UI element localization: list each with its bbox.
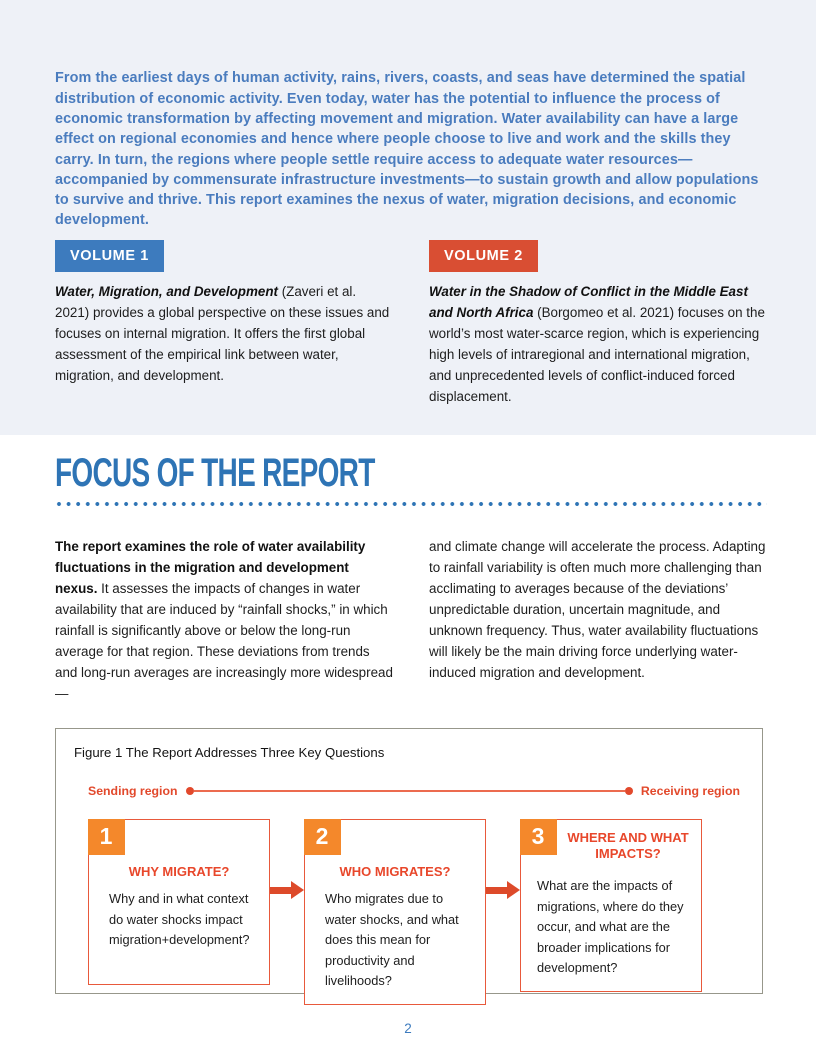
volume-1-title: Water, Migration, and Development bbox=[55, 284, 278, 299]
question-1-number: 1 bbox=[88, 819, 125, 855]
volume-1-badge: VOLUME 1 bbox=[55, 240, 164, 272]
volume-2-badge: VOLUME 2 bbox=[429, 240, 538, 272]
question-1-title: WHY MIGRATE? bbox=[128, 864, 230, 879]
question-3-number: 3 bbox=[520, 819, 557, 855]
focus-left-rest: It assesses the impacts of changes in water availability that are induced by “rainfall shocks,” in which rainfall is significantly above or below the long-run average for that region. These deviations from trends and long-run averages are increasingly more widespread— bbox=[55, 581, 393, 701]
question-2-text: Who migrates due to water shocks, and what does this mean for productivity and livelihoods? bbox=[325, 891, 459, 988]
region-axis bbox=[88, 784, 740, 798]
line-end-dot bbox=[625, 787, 633, 795]
sending-region-label: Sending region bbox=[88, 784, 178, 798]
arrow-right-icon bbox=[486, 881, 520, 899]
page-number: 2 bbox=[404, 1021, 412, 1036]
question-3-text: What are the impacts of migrations, where do they occur, and what are the broader implications for development? bbox=[537, 878, 684, 975]
focus-left-column bbox=[55, 537, 393, 704]
volume-2-description: (Borgomeo et al. 2021) focuses on the world’s most water-scarce region, which is experiencing high levels of intraregional and international migration, and unprecedented levels of conflict-induced forced displacement. bbox=[429, 305, 765, 404]
dotted-divider bbox=[55, 500, 767, 508]
volume-1-text bbox=[55, 281, 393, 386]
figure-1 bbox=[55, 728, 763, 994]
arrow-right-icon bbox=[270, 881, 304, 899]
question-1-text: Why and in what context do water shocks impact migration+development? bbox=[109, 891, 250, 947]
focus-right-column: and climate change will accelerate the process. Adapting to rainfall variability is often much more challenging than acclimating to averages because of the deviations’ unpredictable duration, uncertain magnitude, and unknown frequency. Thus, water availability fluctuations will likely be the main driving force underlying water-induced migration and development. bbox=[429, 539, 766, 680]
volumes-section bbox=[55, 240, 767, 420]
questions-row bbox=[88, 819, 700, 1005]
volume-2-column bbox=[429, 240, 767, 420]
figure-title: Figure 1 The Report Addresses Three Key Questions bbox=[74, 745, 385, 760]
volume-1-description: (Zaveri et al. 2021) provides a global perspective on these issues and focuses on internal migration. It offers the first global assessment of the empirical link between water, migration, and development. bbox=[55, 284, 390, 383]
section-heading: FOCUS OF THE REPORT bbox=[55, 451, 375, 495]
question-2-title: WHO MIGRATES? bbox=[339, 864, 451, 879]
focus-lead-sentence: The report examines the role of water availability fluctuations in the migration and development nexus. bbox=[55, 539, 366, 597]
question-3-title: WHERE AND WHAT IMPACTS? bbox=[567, 830, 689, 861]
volume-1-column bbox=[55, 240, 393, 420]
intro-paragraph: From the earliest days of human activity, rains, rivers, coasts, and seas have determined the spatial distribution of economic activity. Even today, water has the potential to influence the process of economic transformation by affecting movement and migration. Water availability can have a large effect on regional economies and hence where people choose to live and work and the skills they carry. In turn, the regions where people settle require access to adequate water resources—accompanied by commensurate infrastructure investments—to sustain growth and allow populations to survive and thrive. This report examines the nexus of water, migration decisions, and economic development. bbox=[55, 70, 759, 229]
question-2-number: 2 bbox=[304, 819, 341, 855]
question-box-2 bbox=[304, 819, 486, 1005]
line-start-dot bbox=[186, 787, 194, 795]
volume-2-text bbox=[429, 281, 767, 407]
question-box-1 bbox=[88, 819, 270, 985]
region-connector-line bbox=[194, 790, 625, 792]
focus-body bbox=[55, 524, 767, 718]
receiving-region-label: Receiving region bbox=[640, 784, 740, 798]
volume-2-title: Water in the Shadow of Conflict in the Middle East and North Africa bbox=[429, 284, 748, 320]
question-box-3 bbox=[520, 819, 702, 992]
intro-band bbox=[0, 0, 816, 435]
focus-section bbox=[55, 435, 767, 718]
